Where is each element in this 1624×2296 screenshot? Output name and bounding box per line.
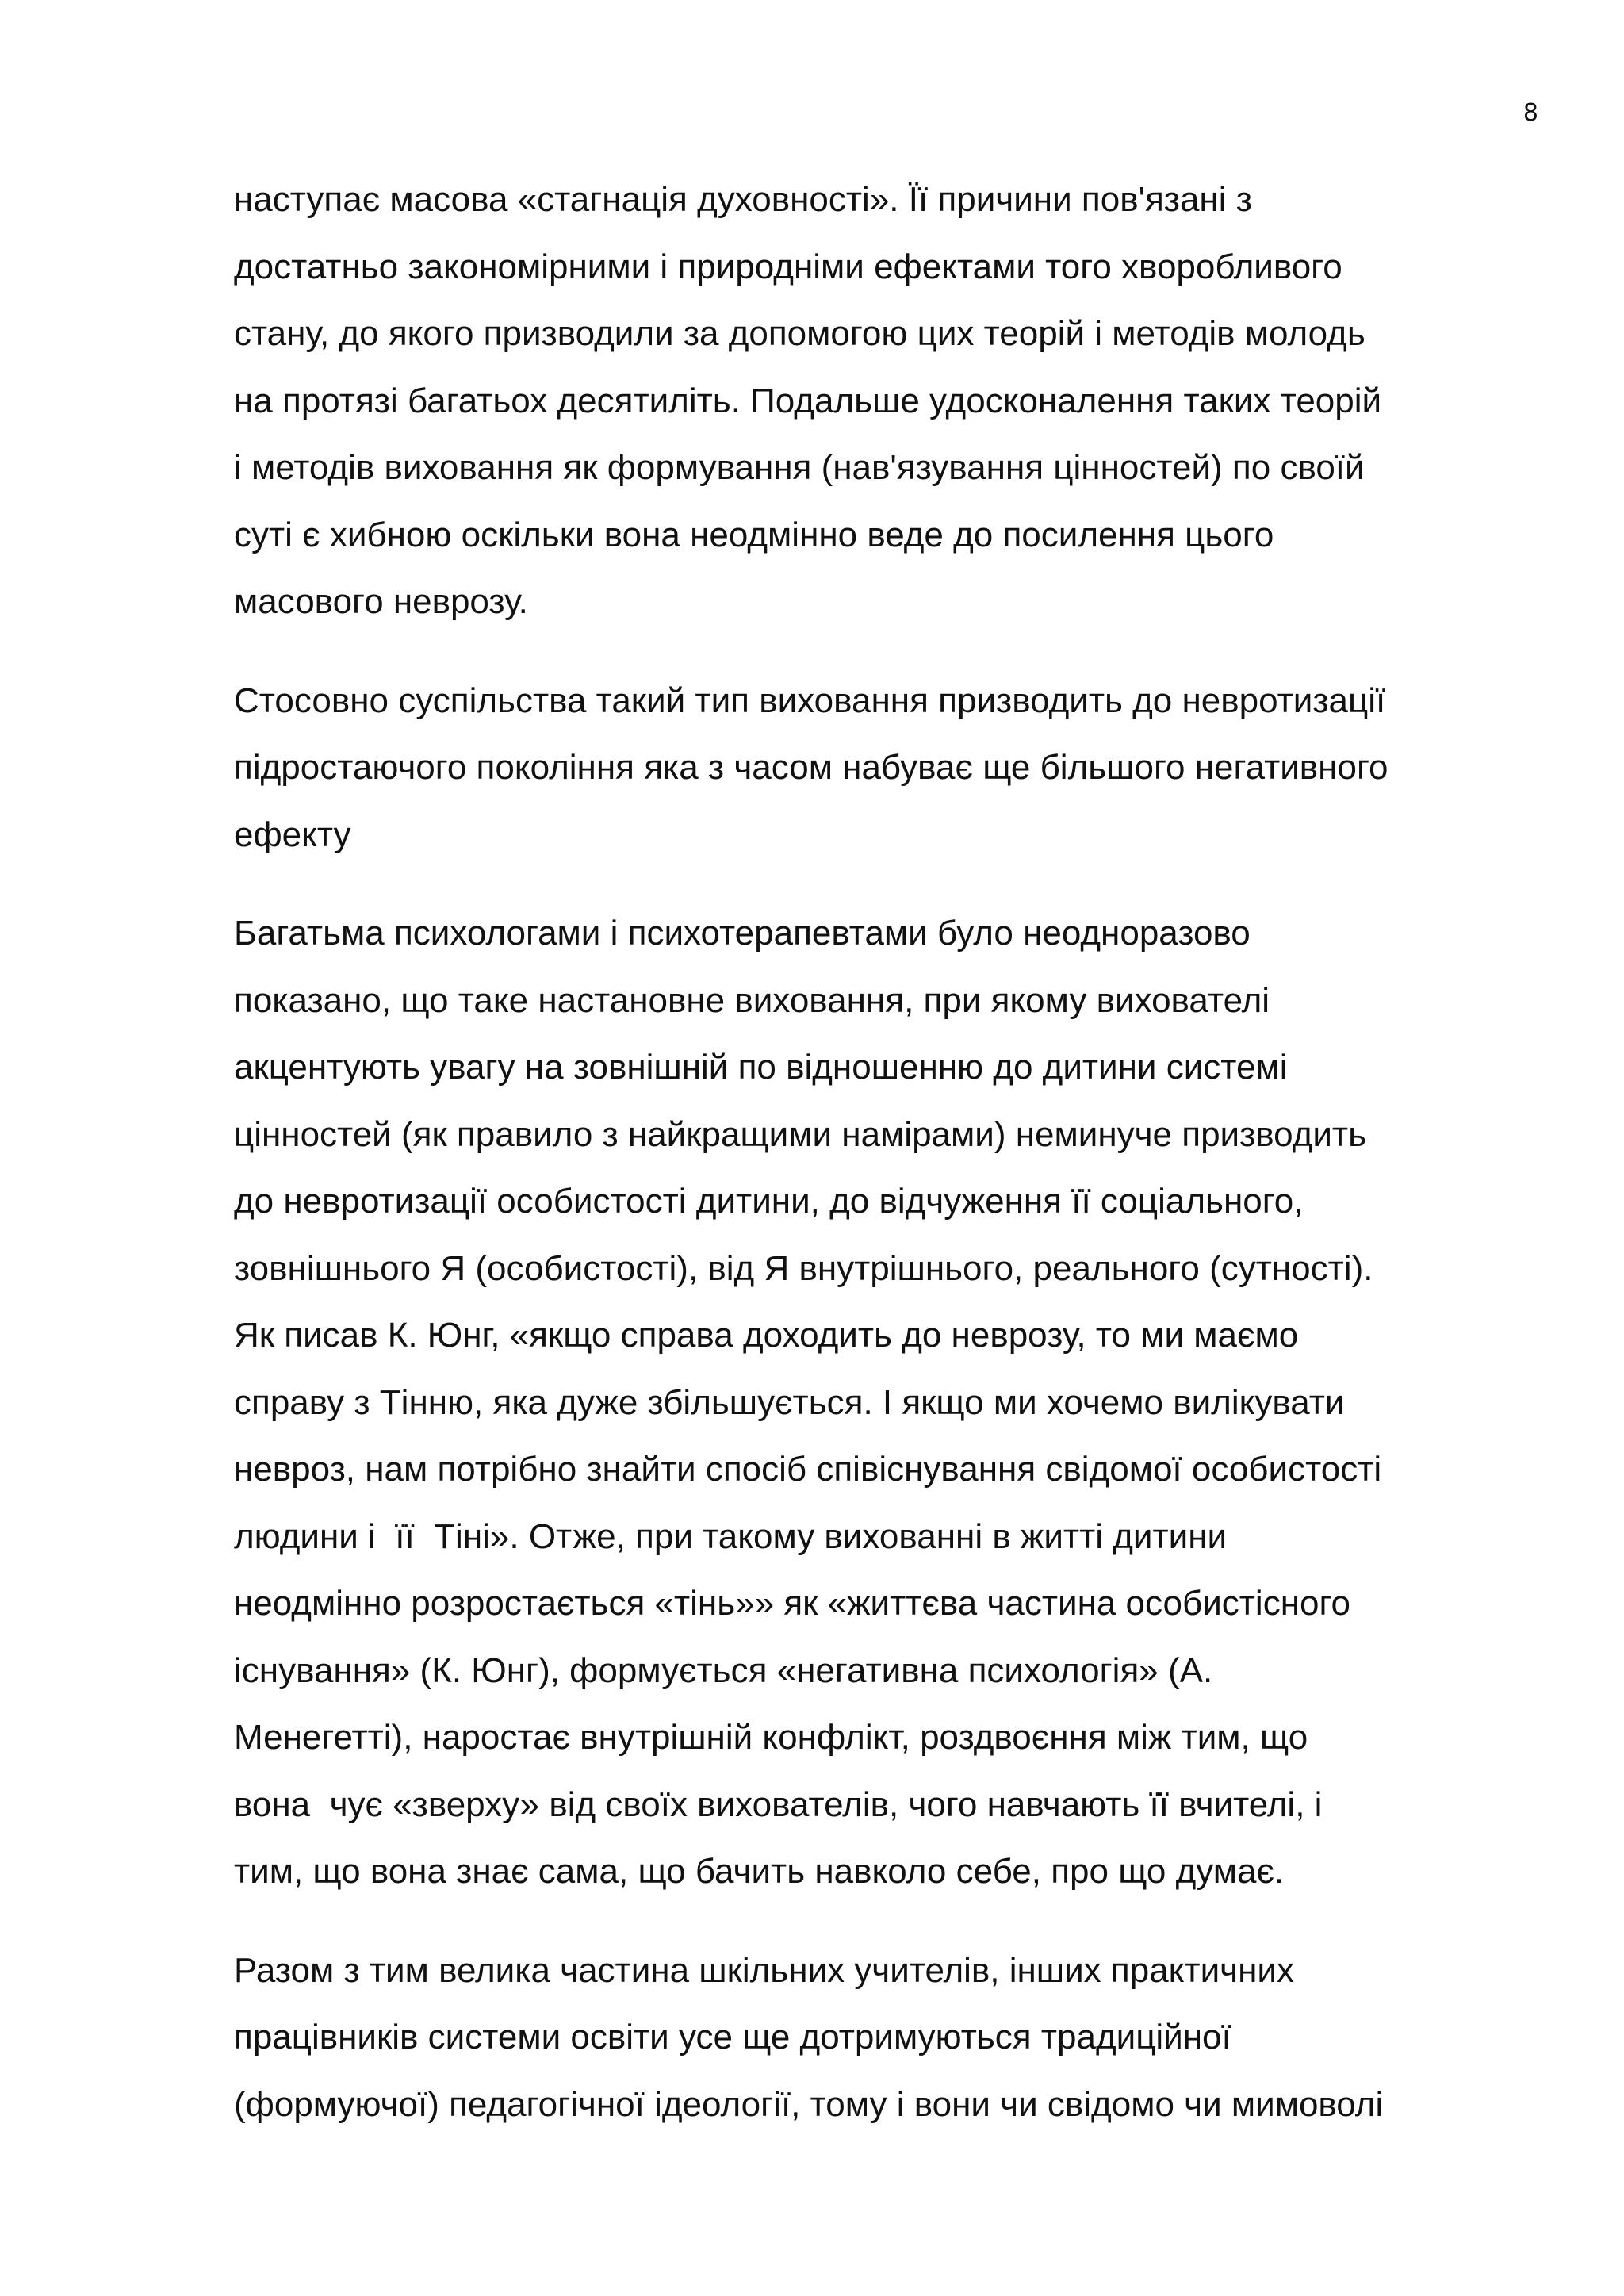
text-line: неодмінно розростається «тінь»» як «життєва частина особистісного bbox=[234, 1584, 1351, 1623]
paragraph-2 bbox=[234, 668, 1542, 869]
text-line: Як писав К. Юнг, «якщо справа доходить до неврозу, то ми маємо bbox=[234, 1316, 1299, 1355]
text-line: Стосовно суспільства такий тип виховання призводить до невротизації bbox=[234, 680, 1386, 720]
paragraph-4 bbox=[234, 1938, 1542, 2139]
text-line: Багатьма психологами і психотерапевтами було неодноразово bbox=[234, 914, 1251, 953]
text-line: суті є хибною оскільки вона неодмінно веде до посилення цього bbox=[234, 515, 1274, 554]
text-line: і методів виховання як формування (нав'язування цінностей) по своїй bbox=[234, 448, 1365, 487]
paragraph-1 bbox=[234, 167, 1542, 636]
text-line: до невротизації особистості дитини, до відчуження її соціального, bbox=[234, 1182, 1304, 1221]
text-line: справу з Тінню, яка дуже збільшується. І якщо ми хочемо вилікувати bbox=[234, 1382, 1345, 1422]
text-line: існування» (К. Юнг), формується «негативна психологія» (А. bbox=[234, 1650, 1213, 1690]
text-line: наступає масова «стагнація духовності». Її причини пов'язані з bbox=[234, 180, 1252, 219]
text-line: на протязі багатьох десятиліть. Подальше удосконалення таких теорій bbox=[234, 381, 1382, 420]
text-line: (формуючої) педагогічної ідеології, тому і вони чи свідомо чи мимоволі bbox=[234, 2084, 1384, 2124]
text-line: акцентують увагу на зовнішній по відношенню до дитини системі bbox=[234, 1048, 1288, 1087]
text-line: Разом з тим велика частина шкільних учителів, інших практичних bbox=[234, 1950, 1294, 1990]
text-line: зовнішнього Я (особистості), від Я внутрішнього, реального (сутності). bbox=[234, 1248, 1373, 1288]
text-line: тим, що вона знає сама, що бачить навколо себе, про що думає. bbox=[234, 1852, 1285, 1891]
text-line: невроз, нам потрібно знайти спосіб співіснування свідомої особистості bbox=[234, 1450, 1382, 1489]
text-line: ефекту bbox=[234, 815, 351, 854]
text-line: вона чує «зверху» від своїх вихователів, чого навчають її вчителі, і bbox=[234, 1784, 1323, 1824]
text-line: цінностей (як правило з найкращими намірами) неминуче призводить bbox=[234, 1114, 1367, 1154]
document-body bbox=[234, 167, 1542, 2170]
text-line: людини і її Тіні». Отже, при такому вихованні в житті дитини bbox=[234, 1516, 1228, 1556]
text-line: показано, що таке настановне виховання, при якому вихователі bbox=[234, 980, 1270, 1020]
text-line: Менегетті), наростає внутрішній конфлікт, роздвоєння між тим, що bbox=[234, 1718, 1308, 1757]
text-line: підростаючого покоління яка з часом набуває ще більшого негативного bbox=[234, 748, 1388, 787]
text-line: працівників системи освіти усе ще дотримуються традиційної bbox=[234, 2018, 1231, 2056]
text-line: стану, до якого призводили за допомогою цих теорій і методів молодь bbox=[234, 314, 1365, 353]
text-line: достатньо закономірними і природніми ефектами того хворобливого bbox=[234, 247, 1342, 286]
text-line: масового неврозу. bbox=[234, 582, 528, 621]
page-number: 8 bbox=[1522, 99, 1538, 127]
paragraph-3 bbox=[234, 900, 1542, 1906]
